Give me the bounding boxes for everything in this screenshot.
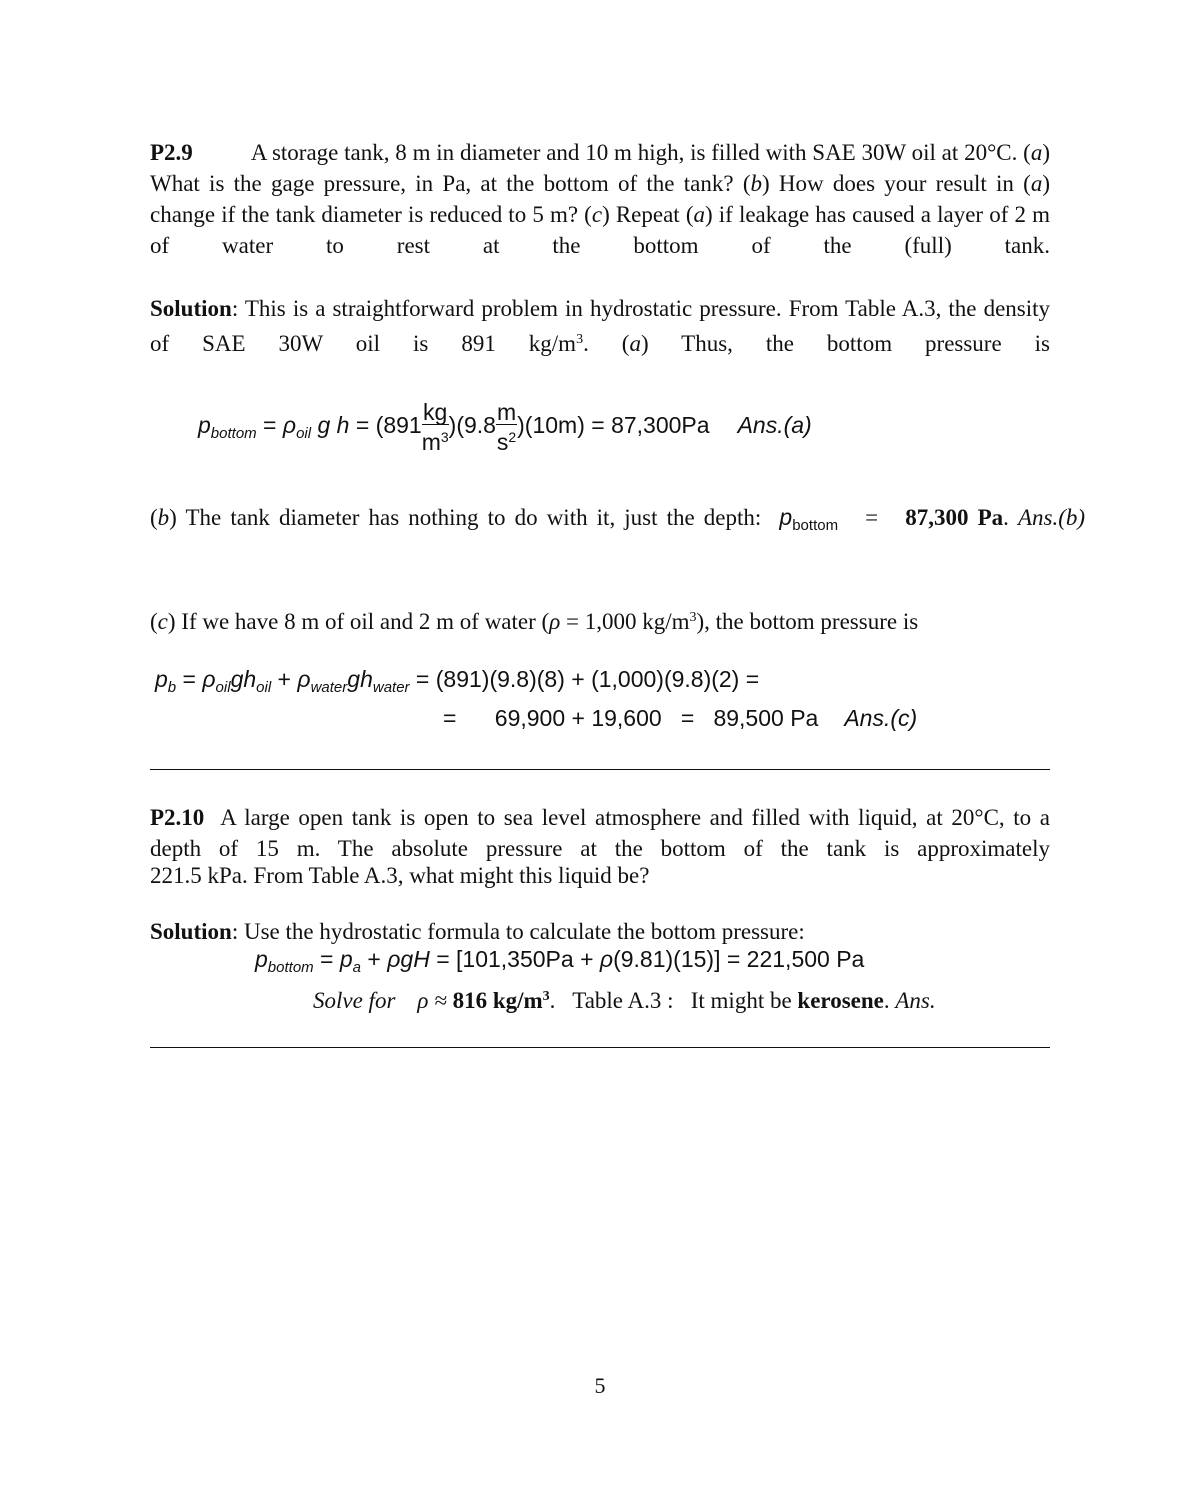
- p2-10-answer-line: Solve for ρ ≈ 816 $kg/m^3$. Table A.3 : It might be kerosene. Ans.: [313, 988, 936, 1013]
- page-number: 5: [594, 1373, 606, 1398]
- solution-label: Solution: [150, 296, 232, 321]
- fraction-m-per-s2: $\frac{m}{s^2}$: [496, 399, 517, 455]
- p2-9-layered-pressure-result: = 69,900 + 19,600 = 89,500 Pa Ans.(c): [443, 705, 918, 731]
- p2-9-layered-pressure-equation: $p_b = \rho_{oil}gh_{oil} + \rho_{water}gh_{water} = (891)(9.8)(8) + (1,000)(9.8)(2)$ =: [155, 666, 760, 696]
- p2-9-part-c: (c) If we have 8 m of oil and 2 m of water (ρ = 1,000 $kg/m^3$), the bottom pressure is: [150, 609, 919, 634]
- p2-9-part-b: (b) The tank diameter has nothing to do with it, just the depth: $p_{bottom} = 87,300$ Pa. Ans.(b): [150, 504, 1086, 534]
- solution-label: Solution: [150, 919, 232, 944]
- fraction-kg-per-m3: $\frac{kg}{m^3}$: [421, 399, 449, 455]
- p2-9-bottom-pressure-equation: $p_{bottom} = \rho_{oil}$ g h = (891 $\frac{kg}{m^3}$ )(9.8 $\frac{m}{s^2}$ )(10m) = 87,300Pa Ans.(a): [198, 399, 812, 455]
- p2-10-solution: Solution: Use the hydrostatic formula to calculate the bottom pressure:: [150, 919, 805, 944]
- divider-line: [150, 769, 1050, 770]
- p2-10-statement: P2.10 A large open tank is open to sea level atmosphere and filled with liquid, at 20°C, to a depth of 15 m. The absolute pressure at the bottom of the tank is approximately: [150, 805, 1051, 861]
- divider-line: [150, 1047, 1050, 1048]
- p2-10-hydrostatic-equation: $p_{bottom} = p_a + \rho gH = [101,350Pa + \rho(9.81)(15)] = 221,500$ Pa: [255, 946, 865, 976]
- problem-id: P2.9: [150, 140, 193, 165]
- p2-9-statement: P2.9 A storage tank, 8 m in diameter and 10 m high, is filled with SAE 30W oil at 20°C. (a) What is the gage pressure, in Pa, at the bottom of the tank? (b) How does your result in (a) change if the tank diameter is reduced to 5 m? (c) Repeat (a) if leakage has caused a layer of 2 m of water to rest at the bottom of the (full) tank.: [150, 140, 1050, 258]
- p2-9-solution: Solution: This is a straightforward problem in hydrostatic pressure. From Table A.3, the density of SAE 30W oil is 891 $kg/m^3$. (a) Thus, the bottom pressure is: [150, 296, 1051, 356]
- p2-10-statement-end: 221.5 kPa. From Table A.3, what might this liquid be?: [150, 863, 650, 888]
- problem-id: P2.10: [150, 805, 205, 830]
